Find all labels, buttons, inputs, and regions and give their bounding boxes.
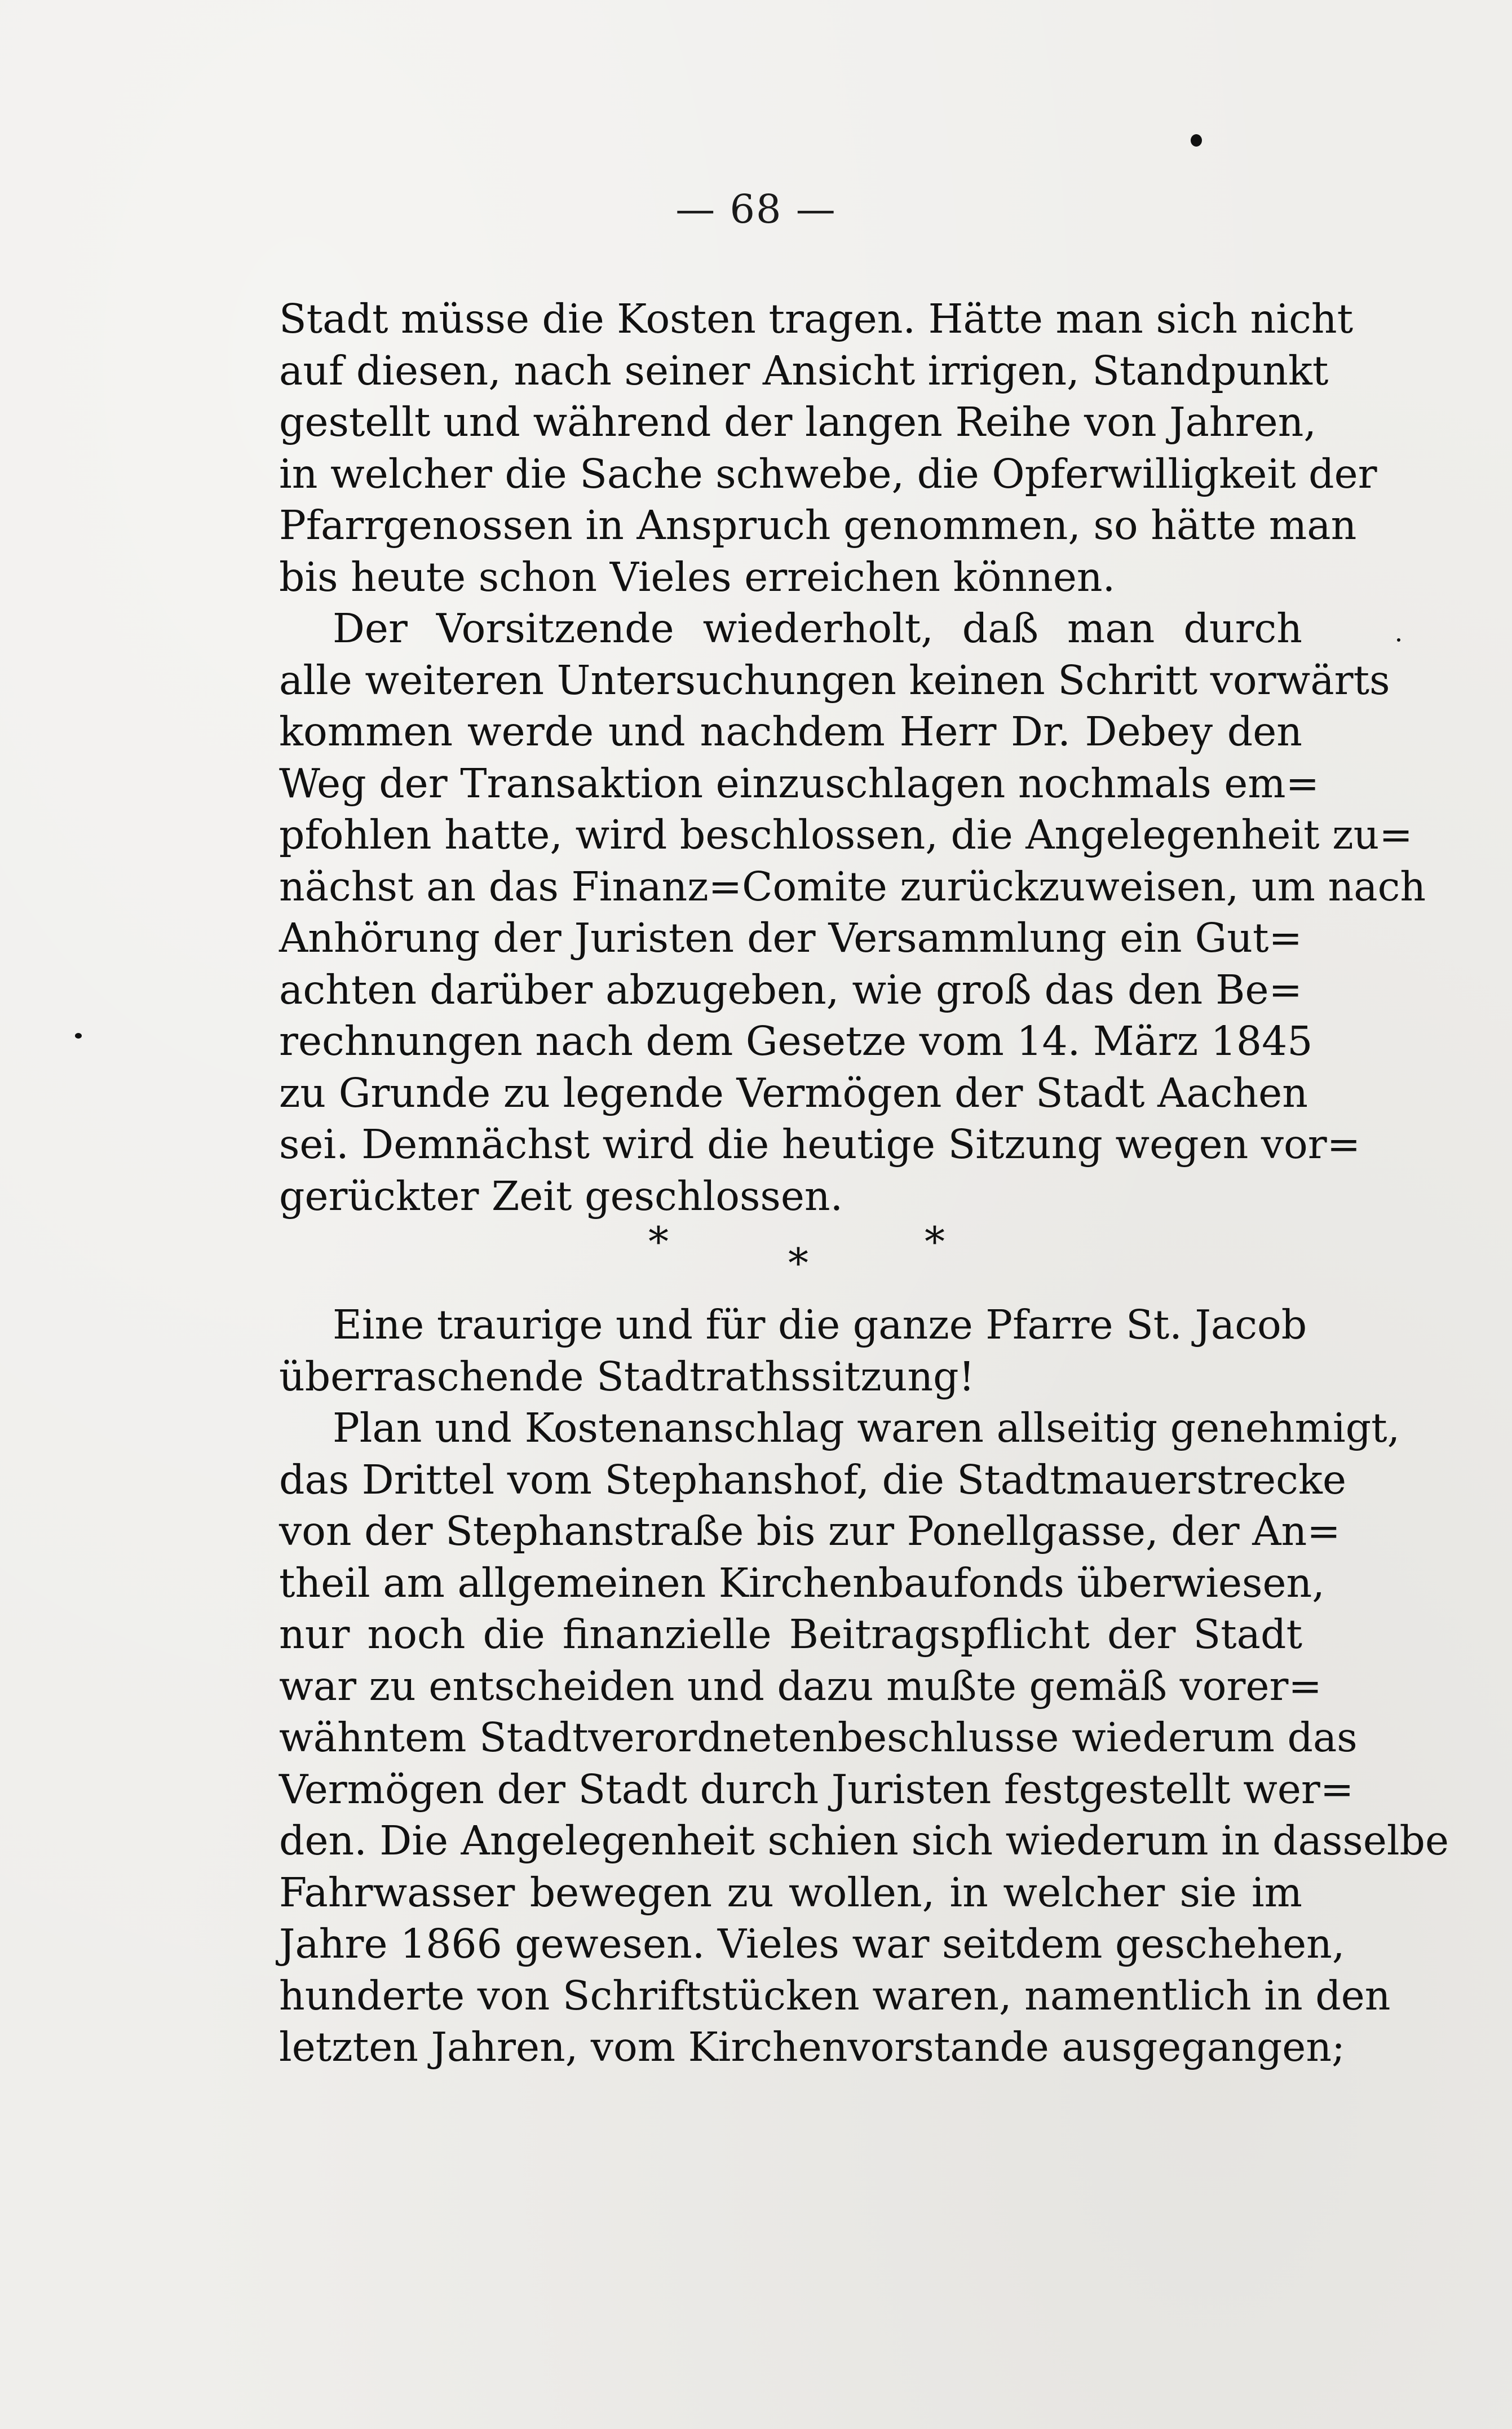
text-line: das Drittel vom Stephanshof, die Stadtmauerstrecke	[279, 1456, 1346, 1503]
paragraph-3	[279, 1299, 1307, 1402]
ink-speck	[75, 1033, 82, 1039]
ink-speck	[1191, 134, 1202, 147]
text-line: zu Grunde zu legende Vermögen der Stadt Aachen	[279, 1069, 1308, 1116]
text-line: Vermögen der Stadt durch Juristen festgestellt wer=	[279, 1765, 1354, 1813]
text-line: rechnungen nach dem Gesetze vom 14. März 1845	[279, 1018, 1313, 1065]
text-line: hunderte von Schriftstücken waren, namentlich in den	[279, 1972, 1391, 2019]
page-number: — 68 —	[675, 186, 837, 232]
text-line: kommen werde und nachdem Herr Dr. Debey den	[279, 708, 1302, 755]
text-line: alle weiteren Untersuchungen keinen Schritt vorwärts	[279, 656, 1390, 704]
text-line: den. Die Angelegenheit schien sich wiederum in dasselbe	[279, 1817, 1449, 1864]
text-line: Eine traurige und für die ganze Pfarre St. Jacob	[333, 1301, 1307, 1348]
text-line: auf diesen, nach seiner Ansicht irrigen, Standpunkt	[279, 347, 1329, 394]
text-line: in welcher die Sache schwebe, die Opferwilligkeit der	[279, 450, 1377, 497]
text-line: nur noch die finanzielle Beitragspflicht der Stadt	[279, 1611, 1302, 1658]
text-line: sei. Demnächst wird die heutige Sitzung wegen vor=	[279, 1121, 1361, 1168]
separator-star: *	[648, 1218, 669, 1265]
text-line: Weg der Transaktion einzuschlagen nochmals em=	[279, 759, 1320, 807]
paragraph-1	[279, 293, 1377, 603]
text-line: Jahre 1866 gewesen. Vieles war seitdem geschehen,	[279, 1920, 1345, 1967]
text-line: bis heute schon Vieles erreichen können.	[279, 553, 1116, 600]
separator-star: *	[788, 1239, 808, 1287]
text-line: theil am allgemeinen Kirchenbaufonds überwiesen,	[279, 1559, 1325, 1606]
text-line: von der Stephanstraße bis zur Ponellgasse, der An=	[279, 1508, 1341, 1554]
text-line: Plan und Kostenanschlag waren allseitig genehmigt,	[333, 1405, 1400, 1451]
text-line: gerückter Zeit geschlossen.	[279, 1172, 843, 1220]
text-line: pfohlen hatte, wird beschlossen, die Angelegenheit zu=	[279, 811, 1413, 858]
paragraph-2	[279, 603, 1426, 1222]
ink-speck	[1397, 638, 1400, 642]
separator-star: *	[925, 1218, 945, 1265]
text-line: war zu entscheiden und dazu mußte gemäß vorer=	[279, 1662, 1322, 1710]
text-line: letzten Jahren, vom Kirchenvorstande ausgegangen;	[279, 2024, 1345, 2070]
text-line: wähntem Stadtverordnetenbeschlusse wiederum das	[279, 1714, 1358, 1761]
text-line: nächst an das Finanz=Comite zurückzuweisen, um nach	[279, 863, 1426, 910]
text-line: Anhörung der Juristen der Versammlung ein Gut=	[279, 915, 1302, 961]
text-line: achten darüber abzugeben, wie groß das den Be=	[279, 966, 1302, 1013]
paragraph-4	[279, 1402, 1449, 2073]
text-line: Stadt müsse die Kosten tragen. Hätte man sich nicht	[279, 295, 1354, 342]
text-line: Fahrwasser bewegen zu wollen, in welcher sie im	[279, 1869, 1302, 1916]
text-line: gestellt und während der langen Reihe von Jahren,	[279, 399, 1316, 445]
text-line: Der Vorsitzende wiederholt, daß man durch	[333, 605, 1302, 652]
text-line: Pfarrgenossen in Anspruch genommen, so hätte man	[279, 502, 1357, 549]
text-line: überraschende Stadtrathssitzung!	[279, 1353, 975, 1400]
